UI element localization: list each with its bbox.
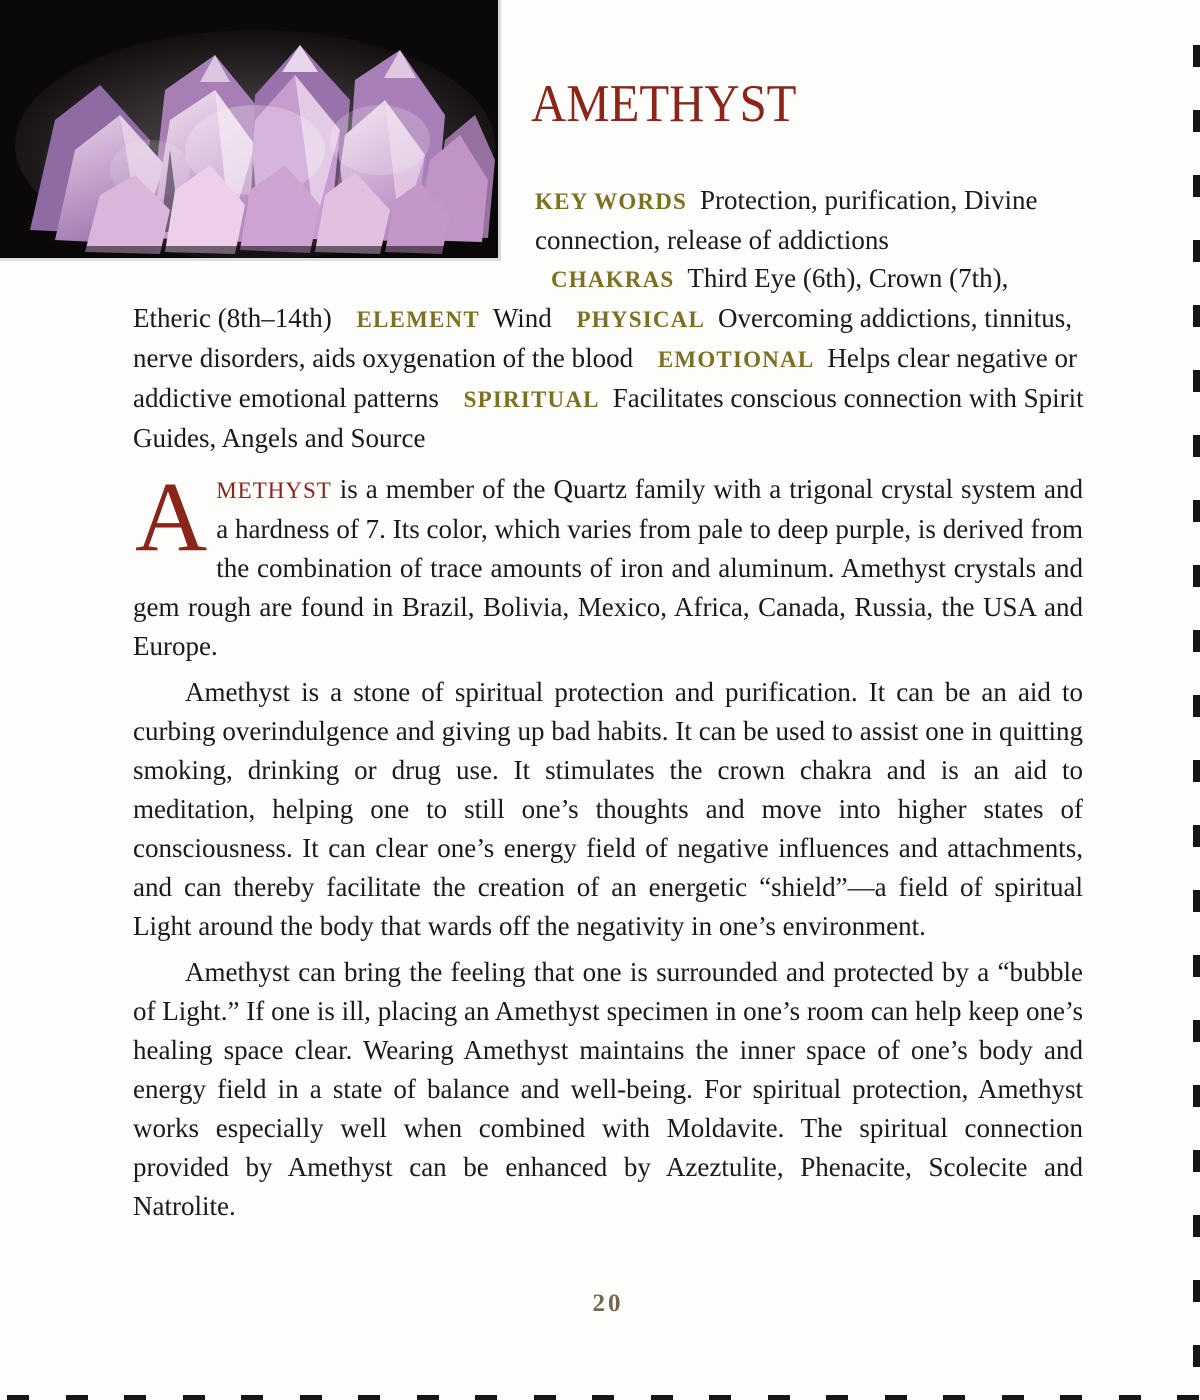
bottom-edge-mark — [943, 1395, 965, 1400]
right-edge-mark — [1193, 1345, 1200, 1367]
right-edge-mark — [1193, 890, 1200, 912]
drop-cap: A — [135, 461, 208, 572]
right-edge-mark — [1193, 370, 1200, 392]
right-edge-mark — [1193, 175, 1200, 197]
bottom-edge-mark — [1177, 1395, 1199, 1400]
paragraph-1 — [133, 461, 1083, 666]
right-edge-mark — [1193, 45, 1200, 67]
page-title: AMETHYST — [531, 75, 797, 133]
right-edge-mark — [1193, 500, 1200, 522]
bottom-edge-mark — [885, 1395, 907, 1400]
bottom-edge-mark — [1119, 1395, 1141, 1400]
bottom-edge-mark — [1060, 1395, 1082, 1400]
right-edge-mark — [1193, 240, 1200, 262]
bottom-edge-mark — [534, 1395, 556, 1400]
bottom-edge-mark — [651, 1395, 673, 1400]
right-edge-mark — [1193, 1215, 1200, 1237]
bottom-edge-mark — [358, 1395, 380, 1400]
spiritual-label: SPIRITUAL — [463, 387, 600, 412]
keywords-block — [133, 181, 1085, 457]
chakras-label: CHAKRAS — [551, 267, 675, 292]
right-edge-mark — [1193, 1150, 1200, 1172]
physical-label: PHYSICAL — [576, 307, 705, 332]
right-edge-mark — [1193, 435, 1200, 457]
paragraph-1-text: is a member of the Quartz family with a trigonal crystal system and a hardness of 7. Its color, which varies from pale to deep purple, is derived from the combination of trace amounts of iron and aluminum. Amethyst crystals and gem rough are found in Brazil, Bolivia, Mexico, Africa, Canada, Russia, the USA and Europe. — [133, 474, 1083, 661]
emotional-label: EMOTIONAL — [657, 347, 815, 372]
bottom-edge-mark — [417, 1395, 439, 1400]
paragraph-3: Amethyst can bring the feeling that one is surrounded and protected by a “bubble of Light.” If one is ill, placing an Amethyst specimen in one’s room can help keep one’s healing space clear. Wearing Amethyst maintains the inner space of one’s body and energy field in a state of balance and well-being. For spiritual protection, Amethyst works especially well when combined with Moldavite. The spiritual connection provided by Amethyst can be enhanced by Azeztulite, Phenacite, Scolecite and Natrolite. — [133, 957, 1083, 1221]
bottom-edge-mark — [66, 1395, 88, 1400]
right-edge-mark — [1193, 695, 1200, 717]
chakras-value: Third Eye (6th), Crown (7th), Etheric (8th–14th) — [133, 263, 1009, 333]
spiritual-value: Facilitates conscious connection with Spirit Guides, Angels and Source — [133, 383, 1084, 453]
right-edge-mark — [1193, 1280, 1200, 1302]
paragraph-2: Amethyst is a stone of spiritual protection and purification. It can be an aid to curbing overindulgence and giving up bad habits. It can be used to assist one in quitting smoking, drinking or drug use. It stimulates the crown chakra and is an aid to meditation, helping one to still one’s thoughts and move into higher states of consciousness. It can clear one’s energy field of negative influences and attachments, and can thereby facilitate the creation of an energetic “shield”—a field of spiritual Light around the body that wards off the negativity in one’s environment. — [133, 677, 1083, 941]
bottom-edge-mark — [1002, 1395, 1024, 1400]
element-value: Wind — [492, 303, 552, 333]
photo-wrap-spacer — [133, 181, 535, 295]
bottom-edge-mark — [475, 1395, 497, 1400]
right-edge-mark — [1193, 825, 1200, 847]
keywords-value: Protection, purification, Divine connection, release of addictions — [535, 185, 1038, 255]
bottom-edge-mark — [709, 1395, 731, 1400]
bottom-edge-mark — [241, 1395, 263, 1400]
bottom-edge-mark — [300, 1395, 322, 1400]
right-edge-mark — [1193, 630, 1200, 652]
lead-smallcaps: METHYST — [216, 478, 332, 503]
right-edge-mark — [1193, 955, 1200, 977]
bottom-edge-mark — [183, 1395, 205, 1400]
body-text — [133, 461, 1083, 1226]
right-edge-mark — [1193, 1085, 1200, 1107]
right-edge-mark — [1193, 1020, 1200, 1042]
right-edge-mark — [1193, 760, 1200, 782]
right-edge-mark — [1193, 305, 1200, 327]
page-number: 20 — [592, 1290, 624, 1317]
right-edge-mark — [1193, 565, 1200, 587]
element-label: ELEMENT — [356, 307, 480, 332]
physical-value: Overcoming addictions, tinnitus, nerve disorders, aids oxygenation of the blood — [133, 303, 1072, 373]
emotional-value: Helps clear negative or addictive emotional patterns — [133, 343, 1078, 413]
bottom-edge-mark — [124, 1395, 146, 1400]
bottom-edge-mark — [592, 1395, 614, 1400]
keywords-label: KEY WORDS — [535, 189, 688, 214]
right-edge-mark — [1193, 110, 1200, 132]
bottom-edge-mark — [7, 1395, 29, 1400]
bottom-edge-mark — [826, 1395, 848, 1400]
bottom-edge-mark — [768, 1395, 790, 1400]
